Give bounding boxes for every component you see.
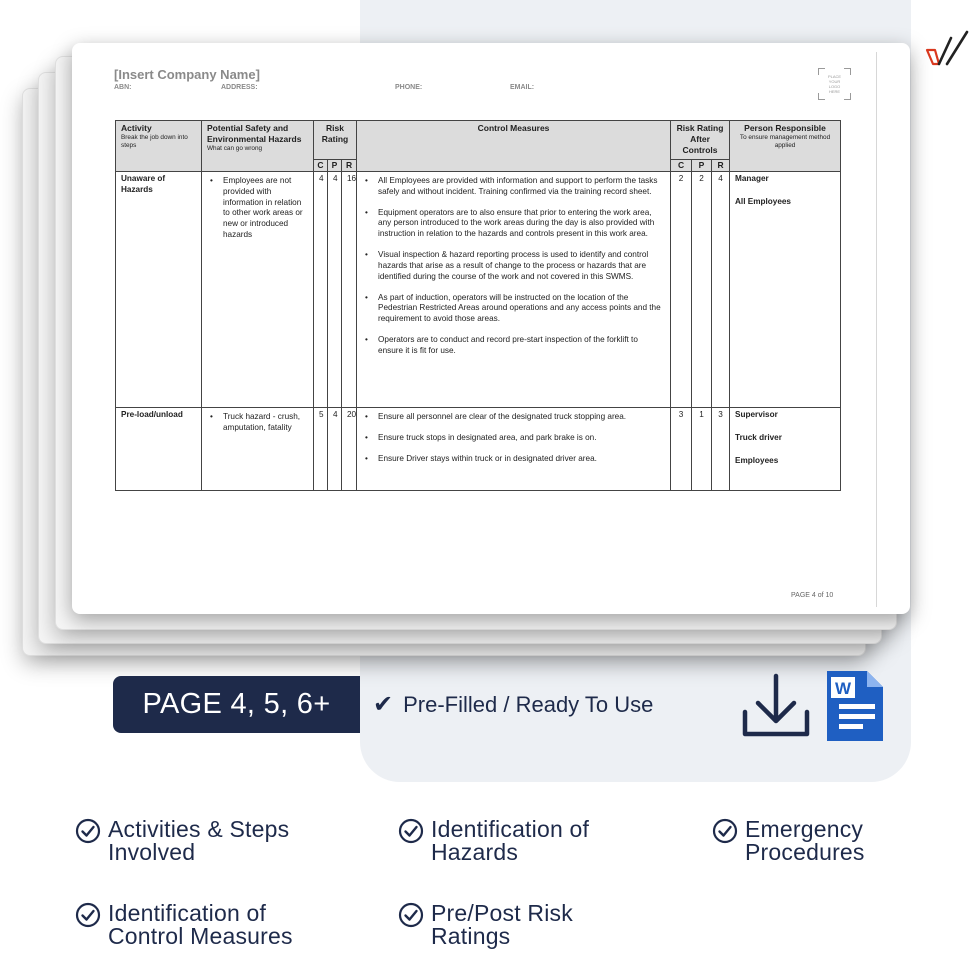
checkmark-icon: ✔ [373,691,394,718]
page-edge [876,52,877,607]
control-item: • Ensure all personnel are clear of the designated truck stopping area. [378,412,665,423]
risk-after-c: 3 [671,407,692,490]
check-circle-icon [712,818,738,844]
risk-r: 16 [342,171,357,407]
person-responsible-cell: Manager All Employees [730,171,841,407]
header-risk-after: Risk Rating After Controls [671,121,730,160]
check-circle-icon [398,818,424,844]
swms-table [115,120,841,491]
company-name: [Insert Company Name] [114,67,260,82]
risk-after-p: 2 [692,171,712,407]
check-circle-icon [398,902,424,928]
risk-c: 4 [314,171,328,407]
risk-after-p: 1 [692,407,712,490]
activity-cell: Unaware of Hazards [116,171,202,407]
logo-placeholder-text: PLACE YOUR LOGO HERE [827,74,842,94]
control-item: • Visual inspection & hazard reporting process is used to identify and control hazards that arise as a result of change to the process or hazards that are identified during the course of the work and not covered in this SWMS. [378,250,665,282]
risk-c: 5 [314,407,328,490]
control-item: • Ensure Driver stays within truck or in designated driver area. [378,454,665,465]
control-item: • All Employees are provided with information and support to perform the tasks safely and without incident. Training confirmed via the training record sheet. [378,176,665,198]
check-circle-icon [75,902,101,928]
header-r: R [342,159,357,171]
header-c-after: C [671,159,692,171]
header-risk-rating: Risk Rating [314,121,357,160]
download-icon[interactable] [740,670,812,740]
activity-cell: Pre-load/unload [116,407,202,490]
abn-label: ABN: [114,84,132,91]
svg-text:W: W [834,679,852,698]
page-number: PAGE 4 of 10 [791,592,834,599]
header-hazards: Potential Safety and Environmental Hazards What can go wrong [202,121,314,172]
header-p: P [328,159,342,171]
control-item: • As part of induction, operators will be instructed on the location of the Pedestrian Restricted Areas around operations and any access points and the requirement to avoid those areas. [378,293,665,325]
control-item: • Equipment operators are to also ensure that prior to entering the work area, any person introduced to the work areas during the day is also provided with instruction in relation to the hazards and controls present in this work area. [378,208,665,240]
person-responsible-cell: Supervisor Truck driver Employees [730,407,841,490]
control-item: • Ensure truck stops in designated area, and park brake is on. [378,433,665,444]
risk-after-r: 3 [712,407,730,490]
email-label: EMAIL: [510,84,535,91]
risk-p: 4 [328,171,342,407]
header-person-responsible: Person Responsible To ensure management method applied [730,121,841,172]
prefilled-label: ✔ Pre-Filled / Ready To Use [373,691,654,718]
check-circle-icon [75,818,101,844]
risk-p: 4 [328,407,342,490]
risk-after-c: 2 [671,171,692,407]
header-r-after: R [712,159,730,171]
hazard-cell: • Employees are not provided with information in relation to other work areas or new or introduced hazards [202,171,314,407]
control-item: • Operators are to conduct and record pre-start inspection of the forklift to ensure it is fit for use. [378,335,665,357]
address-label: ADDRESS: [221,84,258,91]
hazard-cell: • Truck hazard - crush, amputation, fatality [202,407,314,490]
risk-r: 20 [342,407,357,490]
control-measures-cell [357,407,671,490]
table-row [116,171,841,407]
header-p-after: P [692,159,712,171]
logo-placeholder [818,68,851,100]
header-c: C [314,159,328,171]
brand-logo-icon [925,30,971,72]
header-control-measures: Control Measures [357,121,671,172]
header-activity: Activity Break the job down into steps [116,121,202,172]
phone-label: PHONE: [395,84,423,91]
control-measures-cell [357,171,671,407]
word-document-icon[interactable] [827,671,883,741]
risk-after-r: 4 [712,171,730,407]
pages-badge: PAGE 4, 5, 6+ [113,676,360,733]
table-row [116,407,841,490]
